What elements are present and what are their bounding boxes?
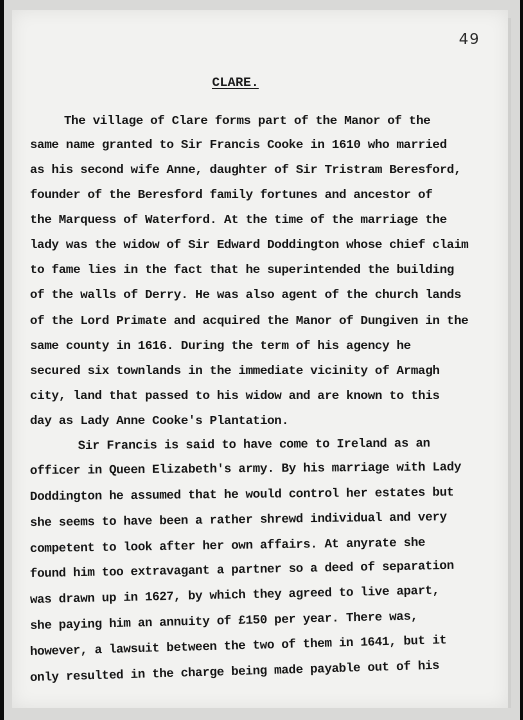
text-line: The village of Clare forms part of the Manor of the	[64, 114, 431, 128]
text-line: she seems to have been a rather shrewd individual and very	[29, 510, 447, 530]
text-line: of the Lord Primate and acquired the Manor of Dungiven in the	[30, 314, 469, 328]
text-line: same name granted to Sir Francis Cooke in 1610 who married	[30, 138, 447, 152]
text-line: city, land that passed to his widow and are known to this	[30, 389, 440, 403]
text-line: founder of the Beresford family fortunes and ancestor of	[30, 188, 433, 202]
text-line: she paying him an annuity of £150 per year. There was,	[29, 609, 419, 633]
text-line: Doddington he assumed that he would control her estates but	[29, 485, 455, 504]
text-line: secured six townlands in the immediate vicinity of Armagh	[30, 364, 440, 378]
text-line: competent to look after her own affairs. At anyrate she	[29, 535, 426, 556]
page-number: 49	[458, 30, 480, 48]
text-line: the Marquess of Waterford. At the time of the marriage the	[30, 213, 447, 227]
text-line: same county in 1616. During the term of his agency he	[30, 339, 411, 353]
text-line: as his second wife Anne, daughter of Sir Tristram Beresford,	[30, 163, 462, 177]
text-line: day as Lady Anne Cooke's Plantation.	[30, 414, 289, 428]
text-line: lady was the widow of Sir Edward Doddington whose chief claim	[30, 238, 469, 252]
text-line: of the walls of Derry. He was also agent of the church lands	[30, 288, 462, 302]
typewritten-page	[12, 10, 508, 708]
text-line: only resulted in the charge being made payable out of his	[29, 658, 440, 685]
text-line: to fame lies in the fact that he superintended the building	[30, 263, 454, 277]
text-line: was drawn up in 1627, by which they agreed to live apart,	[29, 583, 440, 607]
text-line: however, a lawsuit between the two of them in 1641, but it	[29, 633, 447, 659]
page-heading: CLARE.	[212, 75, 259, 90]
text-line: Sir Francis is said to have come to Ireland as an	[77, 436, 431, 453]
text-line: found him too extravagant a partner so a deed of separation	[29, 558, 455, 581]
text-line: officer in Queen Elizabeth's army. By his marriage with Lady	[29, 460, 462, 478]
